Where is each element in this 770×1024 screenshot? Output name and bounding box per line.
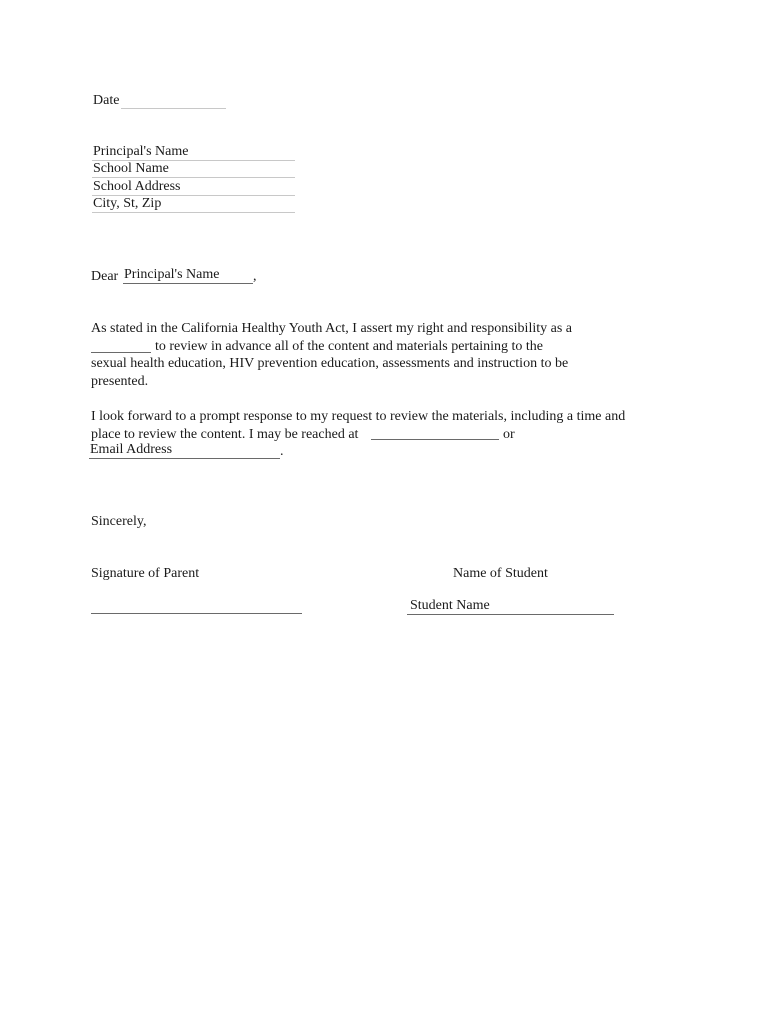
school-name-field[interactable]: School Name	[92, 161, 295, 178]
paragraph-1-line-4: presented.	[91, 374, 149, 389]
email-period: .	[280, 444, 284, 459]
salutation-comma: ,	[253, 269, 257, 284]
signature-label: Signature of Parent	[91, 566, 200, 581]
salutation-name-field[interactable]: Principal's Name	[123, 267, 253, 284]
paragraph-1-line-3: sexual health education, HIV prevention education, assessments and instruction to be	[91, 356, 569, 371]
phone-blank-field[interactable]	[371, 424, 499, 440]
paragraph-2-line-1: I look forward to a prompt response to my request to review the materials, including a time and	[91, 409, 626, 424]
paragraph-2-line-2: place to review the content. I may be reached at	[91, 427, 359, 442]
date-field[interactable]	[121, 92, 226, 109]
signature-field[interactable]	[91, 598, 302, 614]
role-blank-field[interactable]	[91, 337, 151, 353]
paragraph-1-line-2: to review in advance all of the content and materials pertaining to the	[155, 339, 543, 354]
city-state-zip-field[interactable]: City, St, Zip	[92, 196, 295, 213]
student-name-field[interactable]: Student Name	[407, 598, 614, 615]
paragraph-2-or: or	[503, 427, 515, 442]
email-field[interactable]: Email Address	[89, 442, 280, 459]
closing-sincerely: Sincerely,	[91, 514, 147, 529]
salutation-dear: Dear	[91, 269, 119, 284]
date-label: Date	[93, 93, 120, 108]
school-address-field[interactable]: School Address	[92, 179, 295, 196]
paragraph-1-line-1: As stated in the California Healthy Youth Act, I assert my right and responsibility as a	[91, 321, 572, 336]
student-name-label: Name of Student	[453, 566, 548, 581]
principal-name-field[interactable]: Principal's Name	[92, 144, 295, 161]
